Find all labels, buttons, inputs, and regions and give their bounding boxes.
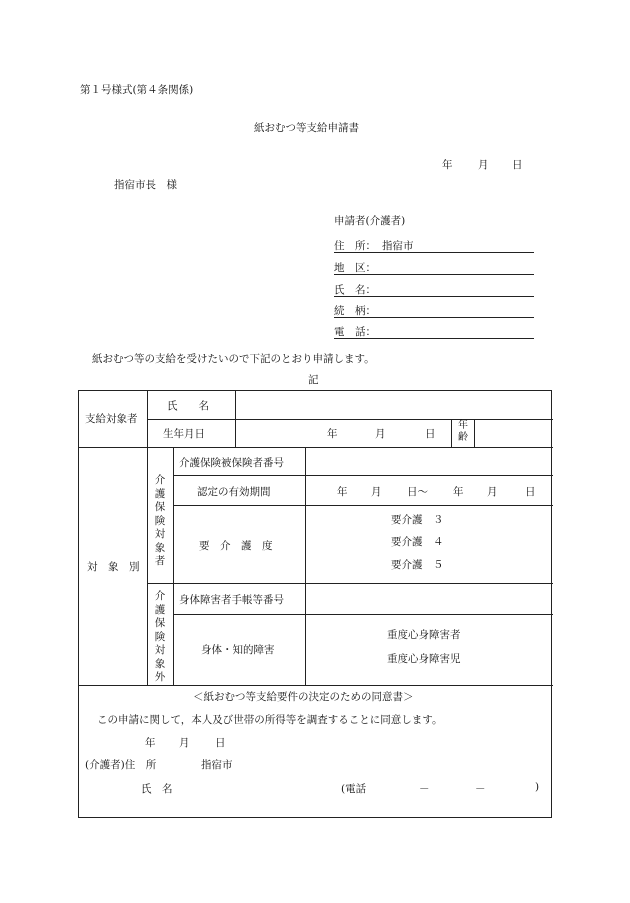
intro-text: 紙おむつ等の支給を受けたいので下記のとおり申請します。 bbox=[92, 353, 375, 365]
col-line bbox=[235, 391, 236, 447]
name-underline[interactable] bbox=[334, 296, 534, 297]
consent-address-value[interactable]: 指宿市 bbox=[201, 759, 233, 771]
insured-label: 介護保険対象者 bbox=[154, 474, 166, 567]
recipient-name-label: 氏 名 bbox=[167, 400, 209, 412]
consent-phone-dash: － bbox=[475, 783, 486, 795]
disability-number-field[interactable] bbox=[309, 587, 549, 611]
consent-name-label: 氏 名 bbox=[141, 783, 173, 795]
age-field[interactable] bbox=[478, 422, 550, 444]
consent-date-day[interactable]: 日 bbox=[215, 737, 226, 749]
care-level-option[interactable]: 要介護 ５ bbox=[391, 559, 444, 571]
row-line bbox=[173, 614, 553, 615]
address-underline bbox=[334, 252, 534, 253]
age-label: 年齢 bbox=[458, 420, 468, 443]
col-line bbox=[173, 447, 174, 685]
disability-option[interactable]: 重度心身障害者 bbox=[387, 629, 461, 641]
consent-date-month[interactable]: 月 bbox=[179, 737, 190, 749]
row-line bbox=[173, 505, 553, 506]
validity-to-year[interactable]: 年 bbox=[453, 486, 464, 498]
care-level-label: 要 介 護 度 bbox=[199, 540, 273, 552]
birth-day[interactable]: 日 bbox=[425, 428, 436, 440]
row-line bbox=[173, 475, 553, 476]
ki-label: 記 bbox=[308, 374, 319, 386]
col-line bbox=[474, 419, 475, 447]
date-day: 日 bbox=[512, 159, 523, 171]
applicant-phone-label: 電 話： bbox=[334, 326, 376, 338]
validity-to-month[interactable]: 月 bbox=[487, 486, 498, 498]
validity-from-day[interactable]: 日〜 bbox=[407, 486, 428, 498]
applicant-name-label: 氏 名： bbox=[334, 284, 376, 296]
applicant-heading: 申請者(介護者) bbox=[334, 215, 406, 227]
applicant-district-label: 地 区： bbox=[334, 262, 376, 274]
applicant-address-label: 住 所： bbox=[334, 240, 376, 252]
col-line bbox=[305, 447, 306, 685]
date-year: 年 bbox=[442, 159, 453, 171]
target-label: 対 象 別 bbox=[87, 561, 140, 573]
district-underline[interactable] bbox=[334, 274, 534, 275]
birth-month[interactable]: 月 bbox=[375, 428, 386, 440]
insured-number-field[interactable] bbox=[309, 450, 549, 472]
disability-label: 身体・知的障害 bbox=[201, 644, 275, 656]
relation-underline[interactable] bbox=[334, 317, 534, 318]
consent-text: この申請に関して，本人及び世帯の所得等を調査することに同意します。 bbox=[97, 714, 443, 726]
row-line bbox=[79, 447, 553, 448]
consent-date-year[interactable]: 年 bbox=[145, 737, 156, 749]
birth-date-label: 生年月日 bbox=[163, 428, 205, 440]
date-month: 月 bbox=[478, 159, 489, 171]
application-table bbox=[78, 390, 552, 818]
form-number: 第１号様式(第４条関係) bbox=[80, 84, 194, 96]
phone-underline[interactable] bbox=[334, 338, 534, 339]
consent-phone-dash: － bbox=[419, 783, 430, 795]
validity-label: 認定の有効期間 bbox=[197, 486, 271, 498]
applicant-relation-label: 続 柄： bbox=[334, 305, 376, 317]
consent-phone-open: (電話 bbox=[341, 783, 367, 795]
recipient-label: 支給対象者 bbox=[85, 413, 138, 425]
row-line bbox=[79, 685, 553, 686]
col-line bbox=[451, 419, 452, 447]
row-line bbox=[147, 419, 553, 420]
care-level-option[interactable]: 要介護 ３ bbox=[391, 514, 444, 526]
document-title: 紙おむつ等支給申請書 bbox=[254, 122, 359, 134]
validity-from-year[interactable]: 年 bbox=[337, 486, 348, 498]
consent-title: ＜紙おむつ等支給要件の決定のための同意書＞ bbox=[193, 691, 414, 703]
consent-phone-close: ) bbox=[535, 781, 540, 793]
validity-to-day[interactable]: 日 bbox=[525, 486, 536, 498]
consent-address-label: (介護者)住 所 bbox=[85, 759, 157, 771]
col-line bbox=[147, 391, 148, 685]
birth-year[interactable]: 年 bbox=[327, 428, 338, 440]
care-level-option[interactable]: 要介護 ４ bbox=[391, 536, 444, 548]
validity-from-month[interactable]: 月 bbox=[371, 486, 382, 498]
disability-option[interactable]: 重度心身障害児 bbox=[387, 653, 461, 665]
addressee: 指宿市長 様 bbox=[114, 179, 177, 191]
row-line bbox=[147, 583, 553, 584]
disability-number-label: 身体障害者手帳等番号 bbox=[179, 594, 284, 606]
uninsured-label: 介護保険対象外 bbox=[154, 590, 166, 683]
recipient-name-field[interactable] bbox=[239, 393, 549, 417]
insured-number-label: 介護保険被保険者番号 bbox=[179, 457, 284, 469]
applicant-address-value[interactable]: 指宿市 bbox=[382, 240, 414, 252]
